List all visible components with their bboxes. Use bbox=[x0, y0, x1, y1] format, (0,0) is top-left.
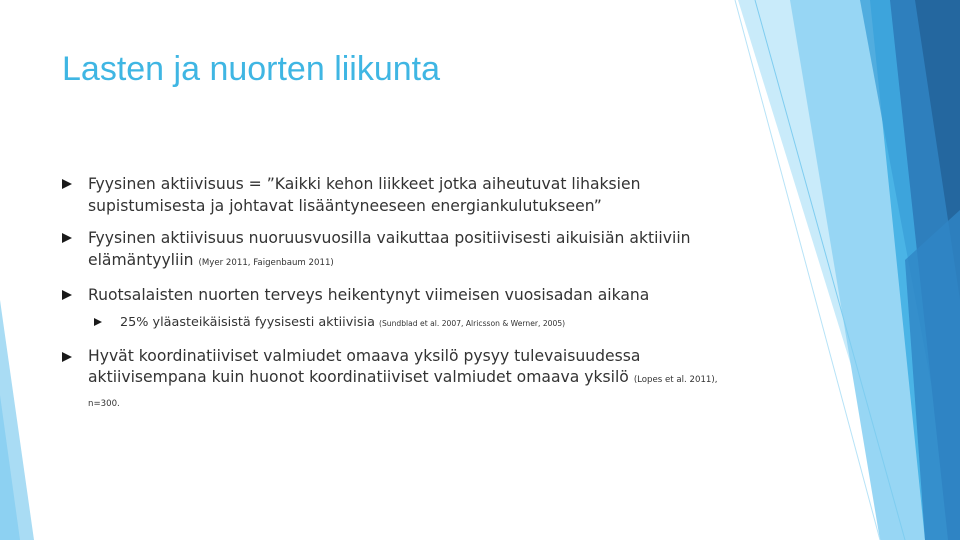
bullet-item-swedish-youth bbox=[62, 284, 722, 306]
bullet-item-definition bbox=[62, 173, 722, 217]
triangle-bullet-icon bbox=[94, 318, 102, 326]
slide-title: Lasten ja nuorten liikunta bbox=[62, 50, 441, 88]
triangle-bullet-icon bbox=[62, 352, 72, 362]
sub-bullet-item-active-percent bbox=[94, 313, 722, 334]
bullet-item-coordination bbox=[62, 346, 722, 415]
triangle-bullet-icon bbox=[62, 233, 72, 243]
citation: (Lopes et al. 2011), n=300. bbox=[88, 375, 718, 409]
citation: (Myer 2011, Faigenbaum 2011) bbox=[198, 258, 334, 268]
bullet-text: Ruotsalaisten nuorten terveys heikentynyt viimeisen vuosisadan aikana bbox=[88, 286, 650, 304]
bullet-text: Hyvät koordinatiiviset valmiudet omaava yksilö pysyy tulevaisuudessa aktiivisempana kuin huonot koordinatiiviset valmiudet omaava yksilö bbox=[88, 347, 641, 386]
bullet-list bbox=[62, 173, 722, 424]
bullet-item-youth-activity bbox=[62, 227, 722, 274]
citation: (Sundblad et al. 2007, Alricsson & Werner, 2005) bbox=[379, 319, 566, 328]
triangle-bullet-icon bbox=[62, 179, 72, 189]
triangle-bullet-icon bbox=[62, 290, 72, 300]
bullet-text: Fyysinen aktiivisuus = ”Kaikki kehon liikkeet jotka aiheutuvat lihaksien supistumisesta ja johtavat lisääntyneeseen energiankulutukseen” bbox=[88, 175, 641, 215]
sub-bullet-text: 25% yläasteikäisistä fyysisesti aktiivisia bbox=[120, 315, 375, 330]
bullet-text: Fyysinen aktiivisuus nuoruusvuosilla vaikuttaa positiivisesti aikuisiän aktiiviin elämäntyyliin bbox=[88, 229, 691, 269]
